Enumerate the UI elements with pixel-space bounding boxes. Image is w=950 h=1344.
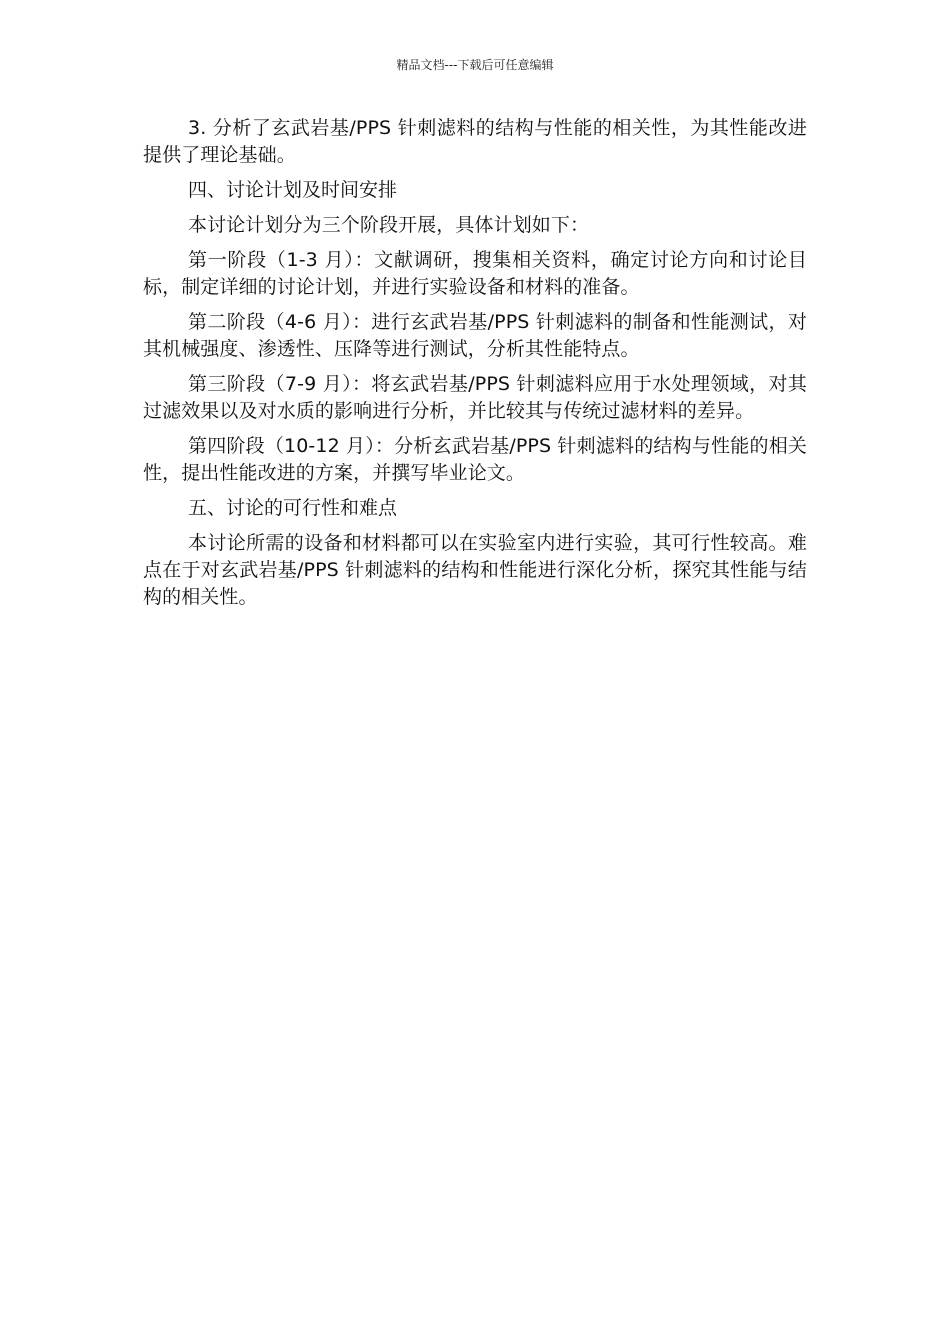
paragraph-stage-1: 第一阶段（1-3 月）：文献调研，搜集相关资料，确定讨论方向和讨论目标，制定详细的讨论计划，并进行实验设备和材料的准备。 — [143, 249, 807, 298]
paragraph-conclusion-3: 3. 分析了玄武岩基/PPS 针刺滤料的结构与性能的相关性，为其性能改进提供了理论基础。 — [143, 117, 807, 166]
section-heading-plan: 四、讨论计划及时间安排 — [188, 179, 398, 201]
document-body — [143, 115, 807, 619]
paragraph-stage-3: 第三阶段（7-9 月）：将玄武岩基/PPS 针刺滤料应用于水处理领域，对其过滤效果以及对水质的影响进行分析，并比较其与传统过滤材料的差异。 — [143, 373, 807, 422]
paragraph-plan-intro: 本讨论计划分为三个阶段开展，具体计划如下： — [188, 214, 590, 236]
section-heading-feasibility: 五、讨论的可行性和难点 — [188, 497, 398, 519]
paragraph-stage-4: 第四阶段（10-12 月）：分析玄武岩基/PPS 针刺滤料的结构与性能的相关性，提出性能改进的方案，并撰写毕业论文。 — [143, 435, 807, 484]
paragraph-stage-2: 第二阶段（4-6 月）：进行玄武岩基/PPS 针刺滤料的制备和性能测试，对其机械强度、渗透性、压降等进行测试，分析其性能特点。 — [143, 311, 807, 360]
page-header: 精品文档---下载后可任意编辑 — [396, 58, 554, 72]
paragraph-feasibility: 本讨论所需的设备和材料都可以在实验室内进行实验，其可行性较高。难点在于对玄武岩基/PPS 针刺滤料的结构和性能进行深化分析，探究其性能与结构的相关性。 — [143, 532, 807, 608]
